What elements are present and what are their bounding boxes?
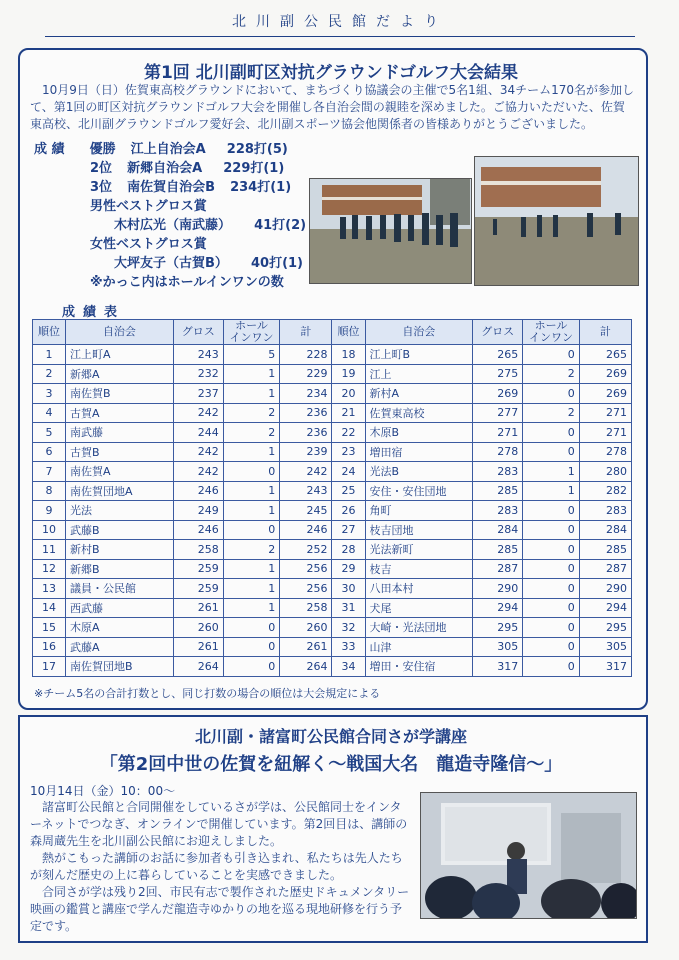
hole-in-one-cell: 0	[523, 540, 579, 560]
hole-in-one-cell: 0	[523, 598, 579, 618]
table-row	[33, 384, 632, 404]
hole-in-one-cell: 1	[523, 462, 579, 482]
hole-in-one-cell: 5	[223, 345, 279, 365]
rank-cell: 17	[33, 657, 66, 677]
total-cell: 271	[579, 403, 631, 423]
rank-cell: 4	[33, 403, 66, 423]
total-cell: 283	[579, 501, 631, 521]
results-summary	[34, 140, 324, 292]
rank-cell: 23	[332, 442, 365, 462]
hole-in-one-cell: 0	[523, 423, 579, 443]
female-winner: 大坪友子（古賀B）	[114, 256, 228, 271]
table-row	[33, 598, 632, 618]
total-cell: 256	[280, 579, 332, 599]
total-cell: 269	[579, 384, 631, 404]
table-row	[33, 540, 632, 560]
rank-cell: 30	[332, 579, 365, 599]
rank-cell: 22	[332, 423, 365, 443]
team-cell: 安住・安住団地	[365, 481, 473, 501]
gross-cell: 264	[173, 657, 223, 677]
rank-cell: 33	[332, 637, 365, 657]
lecture-photo	[420, 792, 637, 919]
table-row	[33, 579, 632, 599]
hole-in-one-cell: 1	[223, 598, 279, 618]
table-row	[33, 657, 632, 677]
gross-cell: 294	[473, 598, 523, 618]
rank-cell: 9	[33, 501, 66, 521]
result-score: 229打(1)	[223, 161, 285, 176]
total-cell: 264	[280, 657, 332, 677]
golf-article-intro: 10月9日（日）佐賀東高校グラウンドにおいて、まちづくり協議会の主催で5名1組、34チーム170名が参加して、第1回の町区対抗グラウンドゴルフ大会を開催し各自治会間の親睦を深めました。ご協力いただいた、佐賀東高校、北川副グラウンドゴルフ愛好会、北川副スポーツ協会他関係者の皆様ありがとうございました。	[30, 83, 634, 131]
rank-cell: 13	[33, 579, 66, 599]
scores-table-label: 成績表	[62, 305, 126, 320]
result-score: 234打(1)	[230, 180, 292, 195]
team-cell: 大崎・光法団地	[365, 618, 473, 638]
gross-cell: 246	[173, 481, 223, 501]
total-cell: 290	[579, 579, 631, 599]
gross-cell: 277	[473, 403, 523, 423]
column-header: 計	[280, 320, 332, 345]
hole-in-one-cell: 0	[523, 657, 579, 677]
table-row	[33, 618, 632, 638]
total-cell: 295	[579, 618, 631, 638]
total-cell: 265	[579, 345, 631, 365]
total-cell: 284	[579, 520, 631, 540]
gross-cell: 284	[473, 520, 523, 540]
total-cell: 228	[280, 345, 332, 365]
team-cell: 角町	[365, 501, 473, 521]
total-cell: 317	[579, 657, 631, 677]
total-cell: 242	[280, 462, 332, 482]
lecture-article-body: 諸富町公民館と合同開催をしているさが学は、公民館同士をインターネットでつなぎ、オンラインで開催しています。第2回目は、講師の森周蔵先生を北川副公民館にお迎えしました。 熱がこもった講師のお話に参加者も引き込まれ、私たちは先人たちが刻んだ歴史の上に暮らしていることを実感できました。 合同さが学は残り2回、市民有志で製作された歴史ドキュメンタリー映画の鑑賞と講座で学んだ龍造寺ゆかりの地を巡る現地研修を行う予定です。	[30, 800, 410, 933]
column-header: 順位	[33, 320, 66, 345]
result-score: 228打(5)	[226, 142, 288, 157]
hole-in-one-cell: 0	[223, 520, 279, 540]
table-row	[33, 501, 632, 521]
total-cell: 271	[579, 423, 631, 443]
gross-cell: 242	[173, 442, 223, 462]
rank-cell: 21	[332, 403, 365, 423]
team-cell: 古賀B	[66, 442, 174, 462]
newsletter-header: 北川副公民館だより	[45, 8, 635, 37]
team-cell: 江上町A	[66, 345, 174, 365]
total-cell: 243	[280, 481, 332, 501]
team-cell: 南佐賀B	[66, 384, 174, 404]
total-cell: 282	[579, 481, 631, 501]
lecture-article-subtitle: 「第2回中世の佐賀を紐解く～戦国大名 龍造寺隆信～」	[99, 754, 563, 775]
column-header: 順位	[332, 320, 365, 345]
total-cell: 239	[280, 442, 332, 462]
total-cell: 258	[280, 598, 332, 618]
table-row	[33, 423, 632, 443]
hole-in-one-cell: 0	[523, 618, 579, 638]
hole-in-one-cell: 1	[223, 442, 279, 462]
total-cell: 252	[280, 540, 332, 560]
hole-in-one-cell: 0	[523, 501, 579, 521]
rank-cell: 5	[33, 423, 66, 443]
total-cell: 245	[280, 501, 332, 521]
total-cell: 246	[280, 520, 332, 540]
team-cell: 南佐賀団地B	[66, 657, 174, 677]
hole-in-one-cell: 1	[523, 481, 579, 501]
rank-cell: 20	[332, 384, 365, 404]
gross-cell: 260	[173, 618, 223, 638]
column-header: ホール インワン	[523, 320, 579, 345]
total-cell: 269	[579, 364, 631, 384]
male-score: 41打(2)	[254, 218, 307, 233]
team-cell: 犬尾	[365, 598, 473, 618]
team-cell: 新郷A	[66, 364, 174, 384]
rank-cell: 10	[33, 520, 66, 540]
table-row	[33, 345, 632, 365]
gross-cell: 243	[173, 345, 223, 365]
lecture-date: 10月14日（金）10：00～	[30, 784, 176, 798]
hole-in-one-cell: 0	[523, 520, 579, 540]
team-cell: 議員・公民館	[66, 579, 174, 599]
rank-cell: 1	[33, 345, 66, 365]
team-cell: 増田宿	[365, 442, 473, 462]
gross-cell: 275	[473, 364, 523, 384]
gross-cell: 285	[473, 540, 523, 560]
team-cell: 枝吉	[365, 559, 473, 579]
team-cell: 増田・安住宿	[365, 657, 473, 677]
hole-in-one-cell: 2	[223, 403, 279, 423]
gross-cell: 290	[473, 579, 523, 599]
hole-in-one-cell: 0	[223, 637, 279, 657]
team-cell: 古賀A	[66, 403, 174, 423]
rank-cell: 19	[332, 364, 365, 384]
rank-cell: 12	[33, 559, 66, 579]
team-cell: 新村B	[66, 540, 174, 560]
hole-in-one-cell: 2	[223, 540, 279, 560]
hole-in-one-cell: 1	[223, 384, 279, 404]
hole-in-one-cell: 0	[523, 384, 579, 404]
rank-cell: 25	[332, 481, 365, 501]
result-rank: 優勝	[89, 142, 116, 157]
team-cell: 江上町B	[365, 345, 473, 365]
gross-cell: 261	[173, 598, 223, 618]
total-cell: 234	[280, 384, 332, 404]
table-header-row	[33, 320, 632, 345]
team-cell: 光法新町	[365, 540, 473, 560]
golf-photo-right	[474, 156, 639, 286]
column-header: ホール インワン	[223, 320, 279, 345]
hole-in-one-cell: 0	[523, 579, 579, 599]
gross-cell: 283	[473, 462, 523, 482]
table-footnote: ※チーム5名の合計打数とし、同じ打数の場合の順位は大会規定による	[34, 687, 381, 700]
rank-cell: 16	[33, 637, 66, 657]
rank-cell: 24	[332, 462, 365, 482]
rank-cell: 8	[33, 481, 66, 501]
gross-cell: 258	[173, 540, 223, 560]
rank-cell: 15	[33, 618, 66, 638]
column-header: 自治会	[66, 320, 174, 345]
rank-cell: 11	[33, 540, 66, 560]
rank-cell: 26	[332, 501, 365, 521]
total-cell: 280	[579, 462, 631, 482]
female-award-label: 女性ベストグロス賞	[90, 237, 207, 252]
team-cell: 木原A	[66, 618, 174, 638]
table-row	[33, 442, 632, 462]
total-cell: 236	[280, 403, 332, 423]
gross-cell: 261	[173, 637, 223, 657]
result-rank: 3位	[90, 180, 113, 195]
table-row	[33, 462, 632, 482]
team-cell: 八田本村	[365, 579, 473, 599]
column-header: 自治会	[365, 320, 473, 345]
result-team: 江上自治会A	[130, 142, 206, 157]
rank-cell: 7	[33, 462, 66, 482]
gross-cell: 295	[473, 618, 523, 638]
hole-in-one-cell: 2	[523, 403, 579, 423]
gross-cell: 317	[473, 657, 523, 677]
total-cell: 260	[280, 618, 332, 638]
hole-in-one-cell: 0	[523, 637, 579, 657]
team-cell: 南武藤	[66, 423, 174, 443]
gross-cell: 269	[473, 384, 523, 404]
rank-cell: 6	[33, 442, 66, 462]
team-cell: 光法	[66, 501, 174, 521]
team-cell: 新郷B	[66, 559, 174, 579]
hole-in-one-cell: 0	[223, 657, 279, 677]
result-team: 南佐賀自治会B	[127, 180, 216, 195]
hole-in-one-cell: 0	[523, 345, 579, 365]
gross-cell: 265	[473, 345, 523, 365]
gross-cell: 244	[173, 423, 223, 443]
rank-cell: 29	[332, 559, 365, 579]
total-cell: 256	[280, 559, 332, 579]
gross-cell: 305	[473, 637, 523, 657]
team-cell: 南佐賀団地A	[66, 481, 174, 501]
rank-cell: 28	[332, 540, 365, 560]
team-cell: 江上	[365, 364, 473, 384]
gross-cell: 237	[173, 384, 223, 404]
rank-cell: 34	[332, 657, 365, 677]
gross-cell: 287	[473, 559, 523, 579]
total-cell: 285	[579, 540, 631, 560]
golf-photo-left	[309, 178, 472, 284]
team-cell: 武藤B	[66, 520, 174, 540]
hole-in-one-cell: 1	[223, 481, 279, 501]
team-cell: 光法B	[365, 462, 473, 482]
team-cell: 枝吉団地	[365, 520, 473, 540]
team-cell: 山津	[365, 637, 473, 657]
gross-cell: 249	[173, 501, 223, 521]
hole-in-one-cell: 1	[223, 559, 279, 579]
rank-cell: 3	[33, 384, 66, 404]
team-cell: 木原B	[365, 423, 473, 443]
team-cell: 西武藤	[66, 598, 174, 618]
female-score: 40打(1)	[250, 256, 304, 271]
results-label: 成 績	[34, 142, 65, 157]
table-row	[33, 481, 632, 501]
total-cell: 287	[579, 559, 631, 579]
result-team: 新郷自治会A	[127, 161, 203, 176]
hole-in-one-cell: 1	[223, 501, 279, 521]
hole-in-one-cell: 0	[223, 462, 279, 482]
team-cell: 佐賀東高校	[365, 403, 473, 423]
hole-in-one-cell: 0	[523, 442, 579, 462]
total-cell: 305	[579, 637, 631, 657]
gross-cell: 283	[473, 501, 523, 521]
hole-in-one-cell: 1	[223, 364, 279, 384]
total-cell: 236	[280, 423, 332, 443]
scores-table	[32, 319, 632, 677]
hole-in-one-cell: 2	[223, 423, 279, 443]
result-rank: 2位	[90, 161, 113, 176]
column-header: グロス	[473, 320, 523, 345]
team-cell: 武藤A	[66, 637, 174, 657]
gross-cell: 271	[473, 423, 523, 443]
gross-cell: 242	[173, 403, 223, 423]
total-cell: 261	[280, 637, 332, 657]
team-cell: 南佐賀A	[66, 462, 174, 482]
table-row	[33, 637, 632, 657]
hole-in-one-cell: 1	[223, 579, 279, 599]
rank-cell: 18	[332, 345, 365, 365]
rank-cell: 31	[332, 598, 365, 618]
hole-in-one-cell: 0	[523, 559, 579, 579]
rank-cell: 27	[332, 520, 365, 540]
total-cell: 294	[579, 598, 631, 618]
rank-cell: 14	[33, 598, 66, 618]
hole-in-one-cell: 2	[523, 364, 579, 384]
table-row	[33, 520, 632, 540]
rank-cell: 32	[332, 618, 365, 638]
gross-cell: 259	[173, 559, 223, 579]
column-header: グロス	[173, 320, 223, 345]
table-row	[33, 364, 632, 384]
gross-cell: 278	[473, 442, 523, 462]
table-row	[33, 403, 632, 423]
parens-footnote: ※かっこ内はホールインワンの数	[90, 275, 284, 290]
male-award-label: 男性ベストグロス賞	[90, 199, 207, 214]
total-cell: 278	[579, 442, 631, 462]
golf-article-title: 第1回 北川副町区対抗グラウンドゴルフ大会結果	[143, 63, 519, 83]
lecture-article-title: 北川副・諸富町公民館合同さが学講座	[194, 727, 467, 746]
total-cell: 229	[280, 364, 332, 384]
team-cell: 新村A	[365, 384, 473, 404]
hole-in-one-cell: 0	[223, 618, 279, 638]
rank-cell: 2	[33, 364, 66, 384]
column-header: 計	[579, 320, 631, 345]
male-winner: 木村広光（南武藤）	[114, 218, 232, 233]
gross-cell: 285	[473, 481, 523, 501]
gross-cell: 232	[173, 364, 223, 384]
table-row	[33, 559, 632, 579]
gross-cell: 242	[173, 462, 223, 482]
gross-cell: 246	[173, 520, 223, 540]
gross-cell: 259	[173, 579, 223, 599]
